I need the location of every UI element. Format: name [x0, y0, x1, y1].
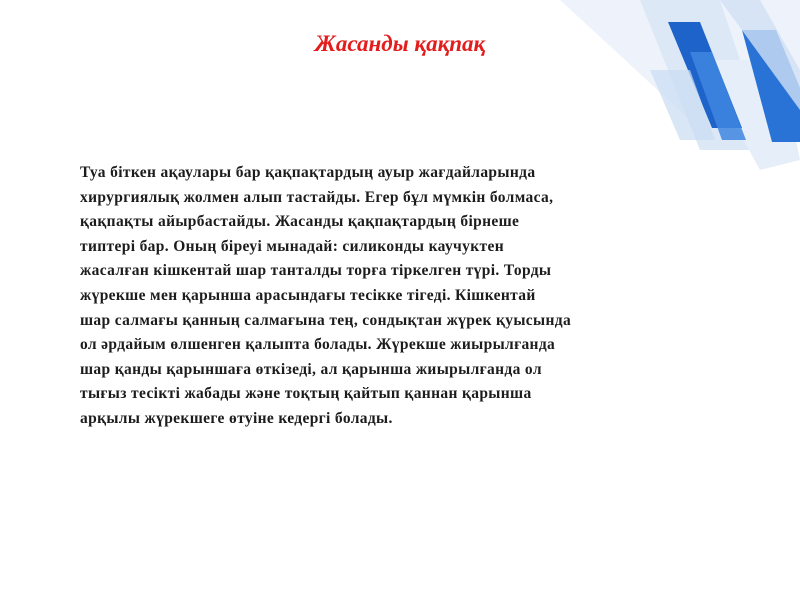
- body-line: арқылы жүрекшеге өтуіне кедергі болады.: [80, 409, 393, 427]
- body-line: типтері бар. Оның біреуі мынадай: силиконды каучуктен: [80, 237, 505, 255]
- body-line: шар салмағы қанның салмағына тең, сондықтан жүрек қуысында: [80, 311, 572, 329]
- deco-panel-light-1: [560, 0, 800, 120]
- body-line: тығыз тесікті жабады және тоқтың қайтып қаннан қарынша: [80, 385, 532, 403]
- deco-strip-blue-3: [690, 52, 746, 140]
- body-line: Туа біткен ақаулары бар қақпақтардың ауыр жағдайларында: [80, 164, 536, 181]
- deco-strip-pale-2: [650, 70, 715, 140]
- body-line: хирургиялық жолмен алып тастайды. Егер бұл мүмкін болмаса,: [80, 188, 554, 206]
- deco-panel-light-2: [640, 0, 770, 150]
- deco-panel-light-3: [700, 60, 800, 170]
- slide-title: Жасанды қақпақ: [314, 31, 486, 56]
- body-line: жүрекше мен қарынша арасындағы тесікке тігеді. Кішкентай: [80, 286, 536, 304]
- body-line: ол әрдайым өлшенген қалыпта болады. Жүрекше жиырылғанда: [80, 336, 556, 354]
- body-line: шар қанды қарыншаға өткізеді, ал қарынша жиырылғанда ол: [80, 360, 542, 378]
- body-paragraph: [80, 161, 720, 432]
- body-line: қақпақты айырбастайды. Жасанды қақпақтардың бірнеше: [80, 213, 520, 231]
- body-line: жасалған кішкентай шар танталды торға тіркелген түрі. Торды: [80, 262, 552, 280]
